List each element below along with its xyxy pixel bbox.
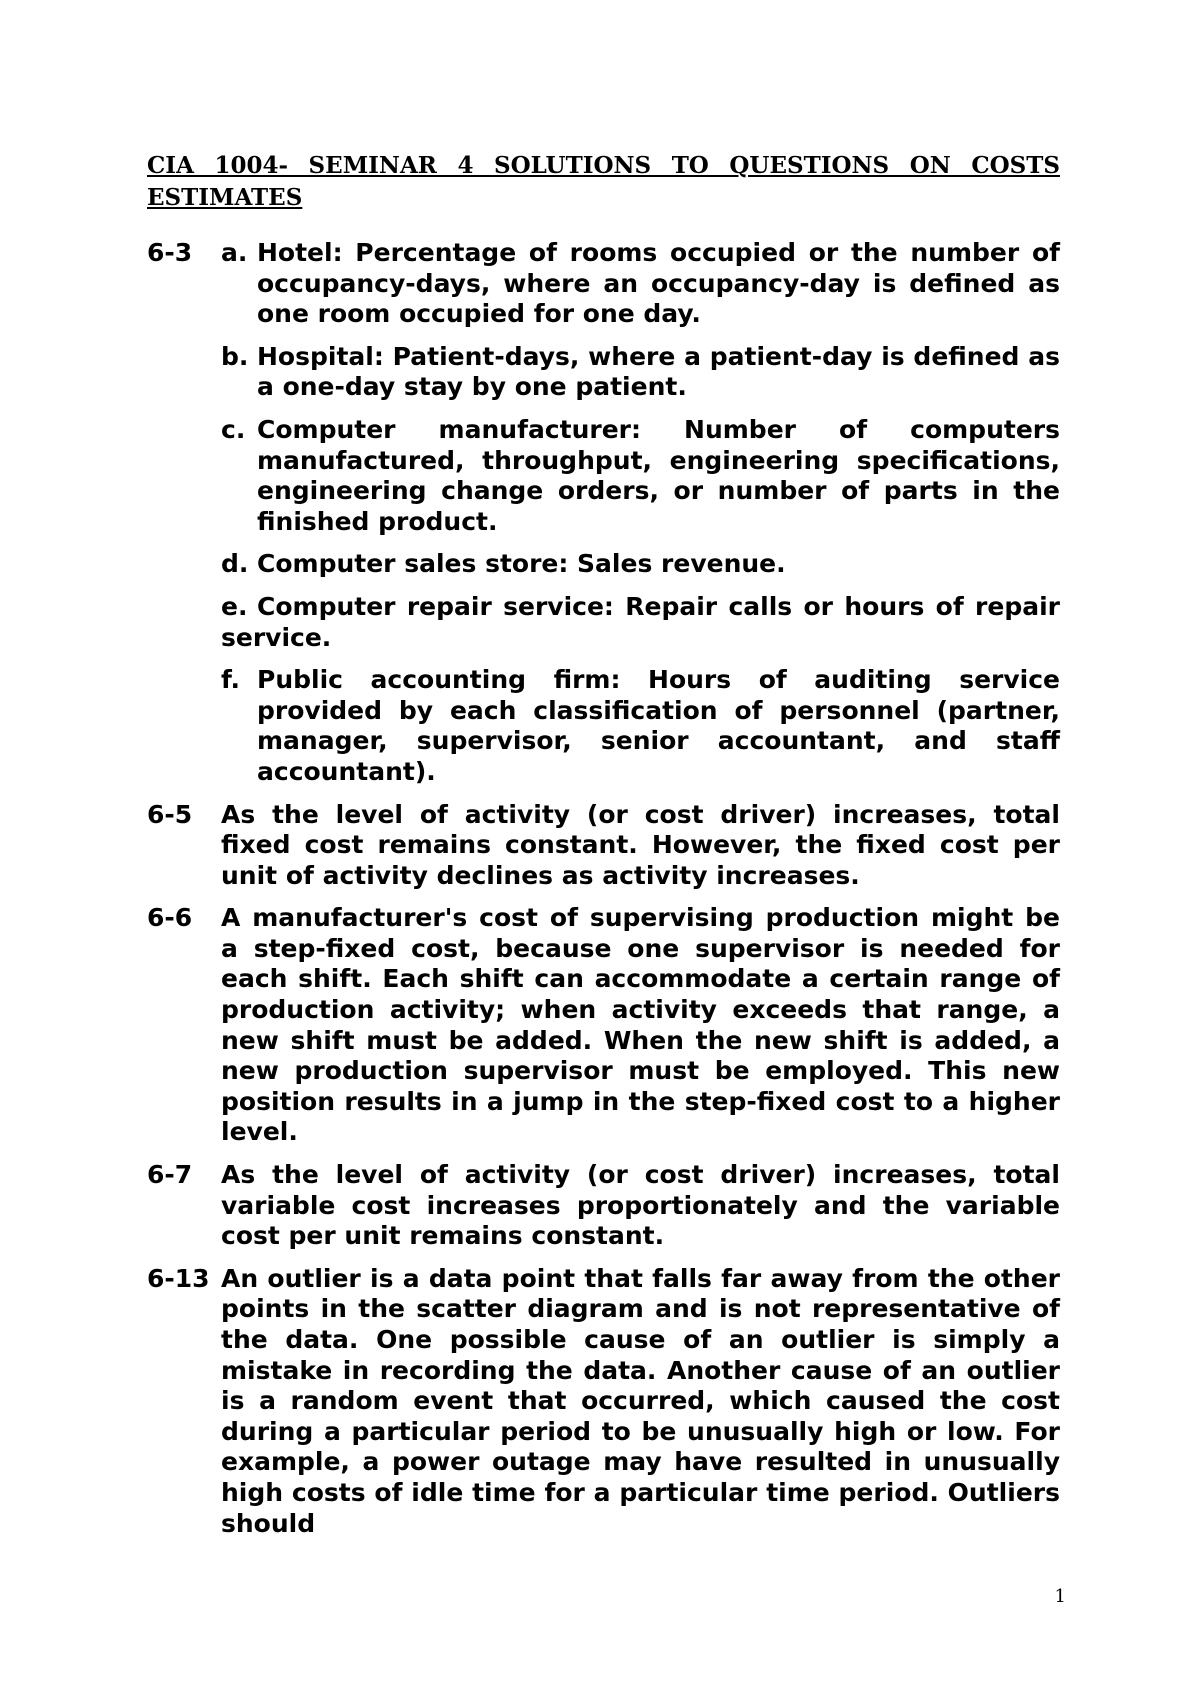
answer-item-a: [221, 238, 1060, 330]
page-number: 1: [1054, 1586, 1066, 1607]
answer-item-d: [221, 549, 1060, 580]
answer-item-e: [221, 592, 1060, 653]
item-letter: c.: [221, 414, 246, 444]
question-number: 6-3: [147, 238, 193, 267]
item-text: Public accounting firm: Hours of auditing service provided by each classification of personnel (partner, manager, supervisor, senior accountant, and staff accountant).: [257, 665, 1060, 786]
question-6-3: [147, 238, 1060, 788]
item-letter: f.: [221, 665, 241, 695]
question-6-5: [147, 800, 1060, 892]
item-text: Computer manufacturer: Number of computers manufactured, throughput, engineering specifications, engineering change orders, or number of parts in the finished product.: [257, 414, 1060, 536]
question-6-7: [147, 1160, 1060, 1252]
item-letter: a.: [221, 238, 248, 267]
answer-text: As the level of activity (or cost driver) increases, total fixed cost remains constant. However, the fixed cost per unit of activity declines as activity increases.: [221, 799, 1060, 890]
question-6-13: [147, 1264, 1060, 1539]
answer-item-c: [221, 415, 1060, 537]
item-text-wrap: [221, 592, 1060, 653]
answer-text: As the level of activity (or cost driver) increases, total variable cost increases proportionately and the variable cost per unit remains constant.: [221, 1160, 1060, 1251]
item-text: Computer sales store: Sales revenue.: [257, 549, 786, 579]
item-letter: d.: [221, 549, 249, 579]
answer-text: A manufacturer's cost of supervising production might be a step-fixed cost, because one supervisor is needed for each shift. Each shift can accommodate a certain range of production activity; when activity exceeds that range, a new shift must be added. When the new shift is added, a new production supervisor must be employed. This new position results in a jump in the step-fixed cost to a higher level.: [221, 903, 1060, 1147]
question-number: 6-7: [147, 1160, 193, 1190]
answer-item-b: [221, 342, 1060, 403]
answer-item-f: [221, 665, 1060, 787]
item-text: Computer repair service: Repair calls or hours of repair service.: [221, 591, 1060, 652]
question-6-6: [147, 903, 1060, 1148]
question-number: 6-13: [147, 1263, 210, 1293]
question-number: 6-5: [147, 799, 193, 829]
item-letter: b.: [221, 341, 249, 371]
item-text: Hotel: Percentage of rooms occupied or the number of occupancy-days, where an occupancy-day is defined as one room occupied for one day.: [257, 238, 1060, 329]
document-title: CIA 1004- SEMINAR 4 SOLUTIONS TO QUESTIONS ON COSTS ESTIMATES: [147, 152, 1060, 211]
item-text: Hospital: Patient-days, where a patient-day is defined as a one-day stay by one patient.: [257, 341, 1060, 402]
question-number: 6-6: [147, 903, 193, 933]
item-letter: e.: [221, 591, 248, 621]
answers-body: [147, 238, 1060, 1551]
answer-text: An outlier is a data point that falls far away from the other points in the scatter diagram and is not representative of the data. One possible cause of an outlier is simply a mistake in recording the data. Another cause of an outlier is a random event that occurred, which caused the cost during a particular period to be unusually high or low. For example, a power outage may have resulted in unusually high costs of idle time for a particular time period. Outliers should: [221, 1263, 1060, 1538]
